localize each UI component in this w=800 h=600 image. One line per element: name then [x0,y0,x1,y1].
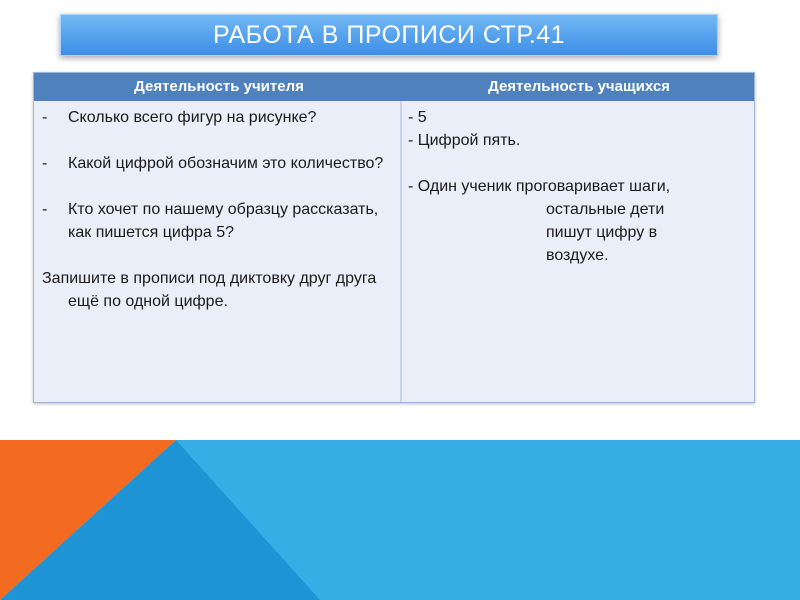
teacher-question [42,198,400,244]
teacher-question [42,152,400,175]
teacher-question [42,106,400,129]
bullet-dash: - [42,109,48,126]
student-answer: - Цифрой пять. [408,132,521,149]
bullet-dash: - [42,201,48,218]
teacher-cell [34,101,402,402]
header-students: Деятельность учащихся [488,78,670,95]
teacher-instruction: Запишите в прописи под диктовку друг друга ещё по одной цифре. [42,270,377,310]
question-text: Какой цифрой обозначим это количество? [68,155,384,172]
question-text: Кто хочет по нашему образцу рассказать, как пишется цифра 5? [68,201,379,241]
student-step-continuation: воздухе. [546,247,609,264]
slide-title: РАБОТА В ПРОПИСИ СТР.41 [60,14,718,56]
student-step-line: - Один ученик проговаривает шаги, [408,178,671,195]
header-teacher: Деятельность учителя [134,78,304,95]
student-step-continuation: остальные дети [546,201,665,218]
bullet-dash: - [42,155,48,172]
activity-table [33,72,755,403]
student-answer: - 5 [408,109,427,126]
table-header-row [34,73,754,101]
students-cell [404,101,754,402]
student-step-continuation: пишут цифру в [546,224,658,241]
question-text: Сколько всего фигур на рисунке? [68,109,317,126]
spacer [408,152,754,175]
